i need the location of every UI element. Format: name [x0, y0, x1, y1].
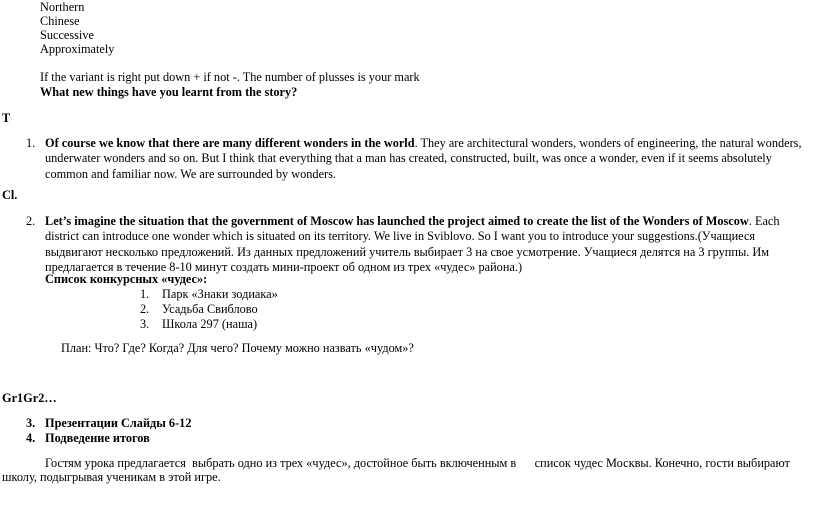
item-1-bold: Of course we know that there are many different wonders in the world: [45, 136, 415, 150]
answer-2: Chinese: [40, 14, 80, 28]
item-4-label: Подведение итогов: [45, 431, 150, 445]
plan-text: План: Что? Где? Когда? Для чего? Почему можно назвать «чудом»?: [61, 341, 414, 355]
answer-3: Successive: [40, 28, 94, 42]
margin-label-groups: Gr1Gr2…: [2, 391, 57, 405]
contest-item-3-number: 3.: [140, 317, 150, 331]
question-heading: What new things have you learnt from the story?: [40, 85, 298, 99]
instruction-text: If the variant is right put down + if not -. The number of plusses is your mark: [40, 70, 420, 84]
item-1-text: . They are architectural wonders, wonders of engineering, the natural wonders, underwater wonders and so on. But I think that everything that a man has created, constructed, built, was once a wonder, even if it seems absolutely common and familiar now. We are surrounded by wonders.: [45, 136, 802, 181]
contest-item-2-number: 2.: [140, 302, 150, 316]
item-4-number: 4.: [26, 431, 36, 445]
answer-4: Approximately: [40, 42, 115, 56]
item-1-number: 1.: [26, 136, 36, 150]
item-3-number: 3.: [26, 416, 36, 430]
contest-item-2: Усадьба Свиблово: [162, 302, 258, 316]
item-1-paragraph: [45, 136, 813, 182]
contest-list-title: Список конкурсных «чудес»:: [45, 272, 208, 286]
answer-1: Northern: [40, 0, 85, 14]
item-2-bold: Let’s imagine the situation that the government of Moscow has launched the project aimed to create the list of the Wonders of Moscow: [45, 214, 749, 228]
item-3-label: Презентации Слайды 6-12: [45, 416, 192, 430]
item-2-text: . Each district can introduce one wonder which is situated on its territory. We live in Sviblovo. So I want you to introduce your suggestions.(Учащиеся выдвигают несколько предложений. Из данных предложений учитель выбирает 3 на свое усмотрение. Учащиеся делятся на 3 группы. Им предлагается в течение 8-10 минут создать мини-проект об одном из трех «чудес» района.): [45, 214, 780, 274]
closing-line-1: Гостям урока предлагается выбрать одно из трех «чудес», достойное быть включенным в список чудес Москвы. Конечно, гости выбирают: [45, 456, 790, 470]
margin-label-t: T: [2, 111, 11, 125]
contest-item-1: Парк «Знаки зодиака»: [162, 287, 278, 301]
item-2-number: 2.: [26, 214, 36, 228]
margin-label-cl: Cl.: [2, 188, 18, 202]
contest-item-3: Школа 297 (наша): [162, 317, 258, 331]
item-2-paragraph: [45, 214, 801, 275]
closing-line-2: школу, подыгрывая ученикам в этой игре.: [2, 470, 221, 484]
contest-item-1-number: 1.: [140, 287, 150, 301]
